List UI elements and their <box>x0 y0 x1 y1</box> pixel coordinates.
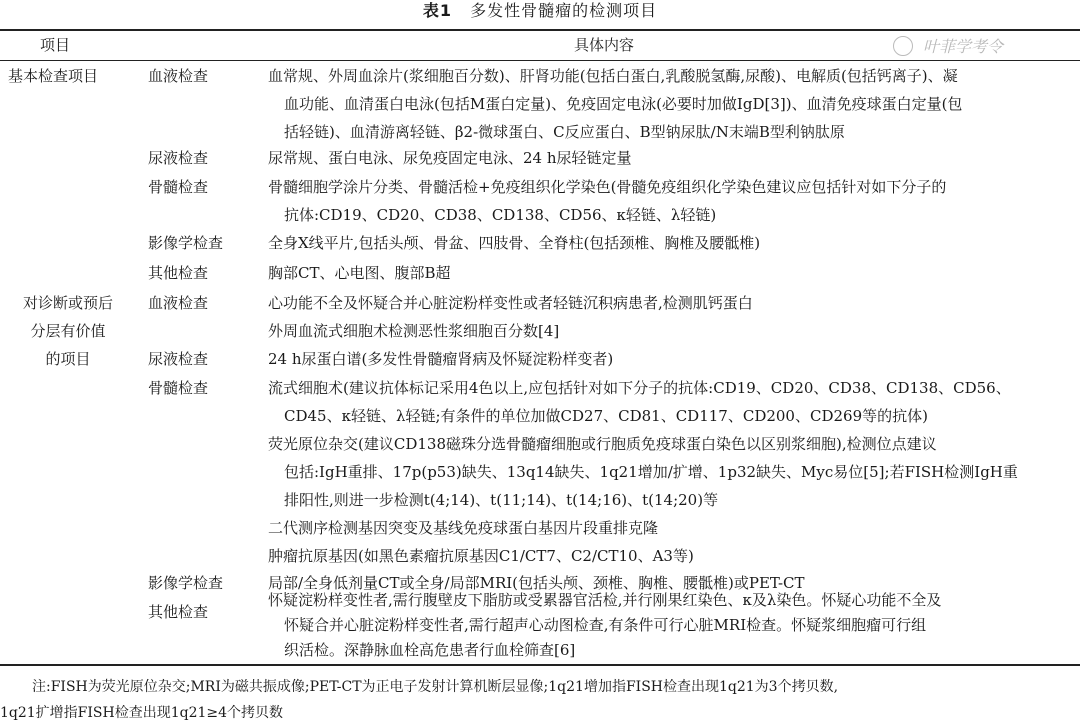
table-note <box>0 674 1080 726</box>
sub-urine-2: 尿液检查 <box>148 350 209 368</box>
content-line: CD45、κ轻链、λ轻链;有条件的单位加做CD27、CD81、CD117、CD200、CD269等的抗体) <box>284 407 928 425</box>
content-line: 血功能、血清蛋白电泳(包括M蛋白定量)、免疫固定电泳(必要时加做IgD[3])、血清免疫球蛋白定量(包 <box>284 95 963 113</box>
header-content: 具体内容 <box>574 36 635 54</box>
table-caption: 多发性骨髓瘤的检测项目 <box>470 1 658 20</box>
content-blood-2 <box>268 289 1073 345</box>
section-label-line: 分层有价值 <box>30 322 106 340</box>
sub-imaging-1: 影像学检查 <box>148 234 224 252</box>
section-basic-label: 基本检查项目 <box>8 67 99 85</box>
content-line: 全身X线平片,包括头颅、骨盆、四肢骨、全脊柱(包括颈椎、胸椎及腰骶椎) <box>268 234 761 252</box>
seal-icon <box>893 36 913 56</box>
content-line: 括轻链)、血清游离轻链、β2-微球蛋白、C反应蛋白、B型钠尿肽/N末端B型利钠肽原 <box>284 123 845 141</box>
content-line: 外周血流式细胞术检测恶性浆细胞百分数[4] <box>268 322 560 340</box>
content-line: 局部/全身低剂量CT或全身/局部MRI(包括头颅、颈椎、胸椎、腰骶椎)或PET-CT <box>268 574 805 592</box>
sub-marrow-1: 骨髓检查 <box>148 178 209 196</box>
content-urine-1 <box>268 144 1073 172</box>
section-label-line: 的项目 <box>45 350 91 368</box>
header-rule <box>0 60 1080 61</box>
content-line: 流式细胞术(建议抗体标记采用4色以上,应包括针对如下分子的抗体:CD19、CD20、CD38、CD138、CD56、 <box>268 379 1011 397</box>
note-line: 注:FISH为荧光原位杂交;MRI为磁共振成像;PET-CT为正电子发射计算机断层显像;1q21增加指FISH检查出现1q21为3个拷贝数, <box>32 679 839 695</box>
content-line: 尿常规、蛋白电泳、尿免疫固定电泳、24 h尿轻链定量 <box>268 149 632 167</box>
content-line: 心功能不全及怀疑合并心脏淀粉样变性或者轻链沉积病患者,检测肌钙蛋白 <box>268 294 753 312</box>
sub-blood-2: 血液检查 <box>148 294 209 312</box>
section-label-line: 对诊断或预后 <box>22 294 113 312</box>
content-imaging-1 <box>268 229 1073 257</box>
content-line: 骨髓细胞学涂片分类、骨髓活检+免疫组织化学染色(骨髓免疫组织化学染色建议应包括针对如下分子的 <box>268 178 947 196</box>
content-line: 怀疑合并心脏淀粉样变性者,需行超声心动图检查,有条件可行心脏MRI检查。怀疑浆细胞瘤可行组 <box>284 616 927 634</box>
content-line: 肿瘤抗原基因(如黑色素瘤抗原基因C1/CT7、C2/CT10、A3等) <box>268 547 694 565</box>
content-other-2 <box>268 588 1073 663</box>
content-marrow-1 <box>268 173 1073 229</box>
content-line: 二代测序检测基因突变及基线免疫球蛋白基因片段重排克隆 <box>268 519 659 537</box>
header-project: 项目 <box>40 36 71 54</box>
content-line: 血常规、外周血涂片(浆细胞百分数)、肝肾功能(包括白蛋白,乳酸脱氢酶,尿酸)、电解质(包括钙离子)、凝 <box>268 67 958 85</box>
content-line: 胸部CT、心电图、腹部B超 <box>268 264 451 282</box>
content-line: 排阳性,则进一步检测t(4;14)、t(11;14)、t(14;16)、t(14;20)等 <box>284 491 719 509</box>
table-title <box>0 0 1080 26</box>
content-line: 荧光原位杂交(建议CD138磁珠分选骨髓瘤细胞或行胞质免疫球蛋白染色以区别浆细胞),检测位点建议 <box>268 435 937 453</box>
note-line: 1q21扩增指FISH检查出现1q21≥4个拷贝数 <box>0 705 284 721</box>
sub-other-2: 其他检查 <box>148 603 209 621</box>
content-line: 织活检。深静脉血栓高危患者行血栓筛查[6] <box>284 641 576 659</box>
top-rule <box>0 29 1080 31</box>
watermark-text: 叶菲学考令 <box>923 37 1004 56</box>
bottom-rule <box>0 664 1080 666</box>
content-line: 包括:IgH重排、17p(p53)缺失、13q14缺失、1q21增加/扩增、1p32缺失、Myc易位[5];若FISH检测IgH重 <box>284 463 1018 481</box>
content-other-1 <box>268 259 1073 287</box>
sub-imaging-2: 影像学检查 <box>148 574 224 592</box>
watermark <box>893 36 1003 58</box>
content-marrow-2 <box>268 374 1073 570</box>
content-line: 24 h尿蛋白谱(多发性骨髓瘤肾病及怀疑淀粉样变者) <box>268 350 614 368</box>
section-prognostic-label <box>8 289 128 373</box>
content-urine-2 <box>268 345 1073 373</box>
sub-marrow-2: 骨髓检查 <box>148 379 209 397</box>
content-blood-1 <box>268 62 1073 146</box>
table-number: 表1 <box>422 1 453 20</box>
content-line: 怀疑淀粉样变性者,需行腹壁皮下脂肪或受累器官活检,并行刚果红染色、κ及λ染色。怀疑心功能不全及 <box>268 591 942 609</box>
sub-urine-1: 尿液检查 <box>148 149 209 167</box>
sub-blood-1: 血液检查 <box>148 67 209 85</box>
content-line: 抗体:CD19、CD20、CD38、CD138、CD56、κ轻链、λ轻链) <box>284 206 717 224</box>
sub-other-1: 其他检查 <box>148 264 209 282</box>
